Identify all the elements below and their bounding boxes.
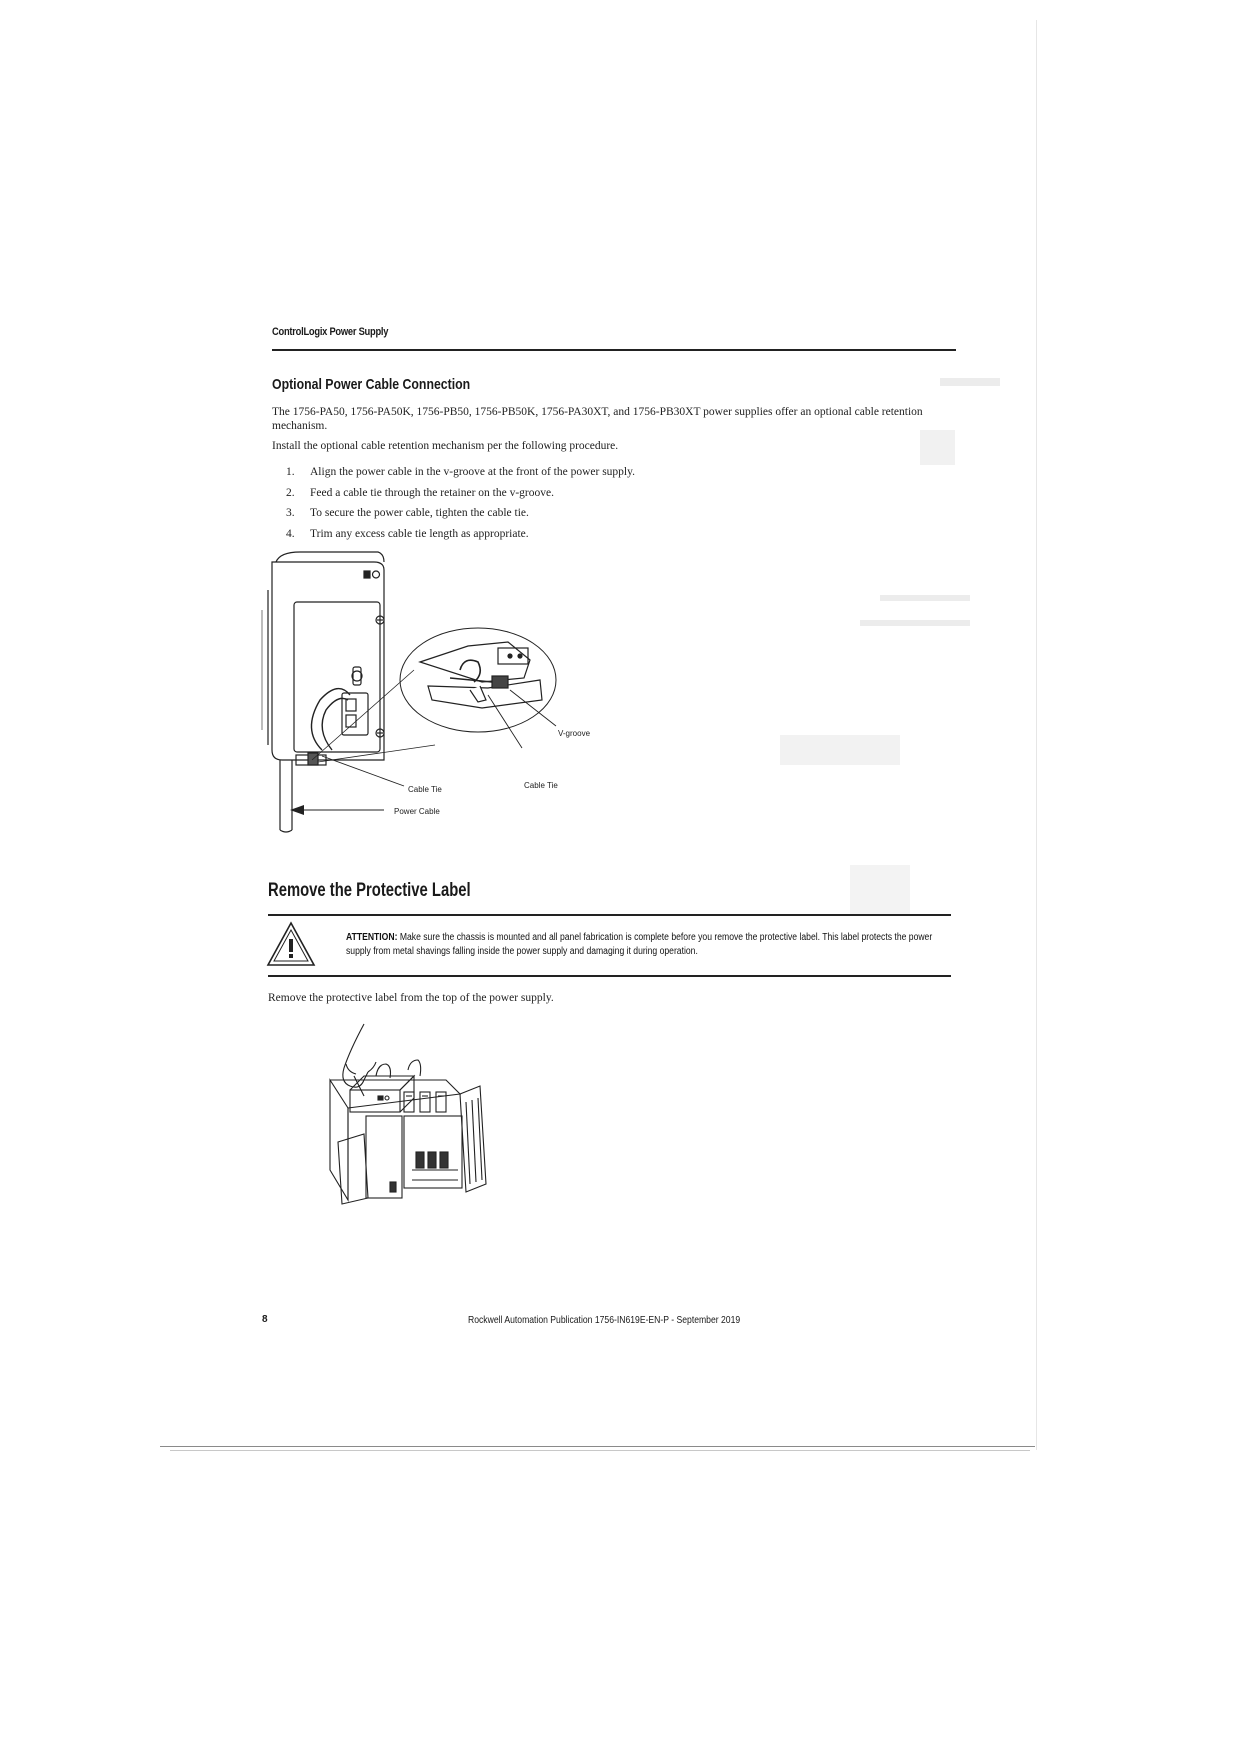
remove-label-figure xyxy=(320,1020,500,1210)
cable-tie-label-left: Cable Tie xyxy=(408,785,442,794)
power-supply-body xyxy=(272,562,384,760)
attention-bottom-rule xyxy=(268,975,951,977)
intro-paragraph: The 1756-PA50, 1756-PA50K, 1756-PB50, 1756-PB50K, 1756-PA30XT, and 1756-PB30XT power supplies offer an optional cable retention mechanism. xyxy=(272,406,923,432)
warning-triangle-icon xyxy=(266,921,316,967)
front-panel xyxy=(294,602,380,752)
attention-message xyxy=(346,931,948,959)
install-paragraph: Install the optional cable retention mechanism per the following procedure. xyxy=(272,440,619,452)
scan-page-edge xyxy=(1036,20,1037,1450)
cable-retention-figure xyxy=(260,550,640,840)
section-heading-protective-label: Remove the Protective Label xyxy=(268,880,471,901)
attention-top-rule xyxy=(268,914,951,916)
attention-body: Make sure the chassis is mounted and all panel fabrication is complete before you remove the protective label. This label protects the power supply from metal shavings falling inside the power supply and damaging it during operation. xyxy=(346,932,933,957)
status-indicator-icon xyxy=(373,571,380,578)
publication-footer: Rockwell Automation Publication 1756-IN619E-EN-P - September 2019 xyxy=(468,1314,741,1326)
scan-edge-line xyxy=(160,1446,1035,1447)
step-item: 2. Feed a cable tie through the retainer on the v-groove. xyxy=(286,486,554,499)
attention-label: ATTENTION: xyxy=(346,932,398,943)
bleed-through-mark xyxy=(860,620,970,626)
header-rule xyxy=(272,349,956,351)
page-number: 8 xyxy=(262,1314,268,1325)
bleed-through-mark xyxy=(940,378,1000,386)
step-item: 4. Trim any excess cable tie length as appropriate. xyxy=(286,527,529,540)
procedure-steps xyxy=(286,466,635,548)
v-groove-label: V-groove xyxy=(558,729,591,738)
running-header: ControlLogix Power Supply xyxy=(272,326,389,338)
power-cable-label: Power Cable xyxy=(394,807,440,816)
section-heading-cable-connection: Optional Power Cable Connection xyxy=(272,376,471,393)
bleed-through-mark xyxy=(780,735,900,765)
scan-edge-line xyxy=(170,1450,1030,1451)
bleed-through-mark xyxy=(880,595,970,601)
remove-label-instruction: Remove the protective label from the top of the power supply. xyxy=(268,992,554,1004)
step-item: 3. To secure the power cable, tighten the cable tie. xyxy=(286,507,529,519)
bleed-through-mark xyxy=(850,865,910,915)
cable-tie-label-right: Cable Tie xyxy=(524,781,558,790)
step-item: 1. Align the power cable in the v-groove at the front of the power supply. xyxy=(286,466,635,478)
status-indicator-icon xyxy=(364,571,370,578)
